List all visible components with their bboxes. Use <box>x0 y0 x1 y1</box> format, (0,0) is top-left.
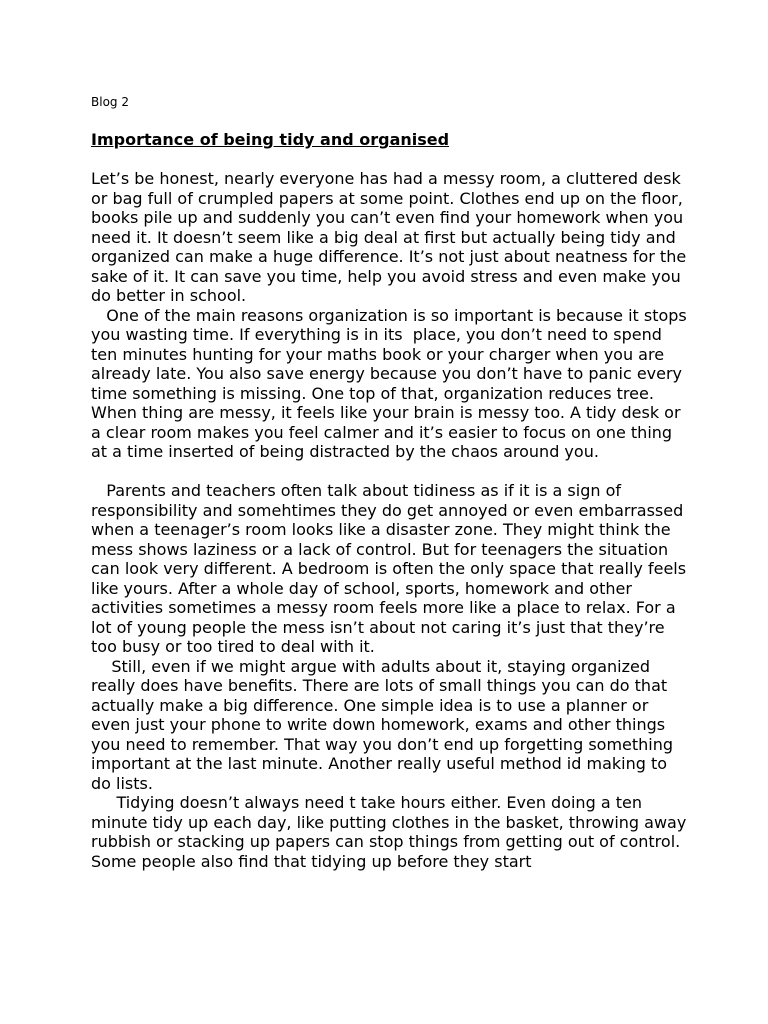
paragraph-parents-teachers: Parents and teachers often talk about tidiness as if it is a sign of responsibility and somehtimes they do get annoyed or even embarrassed when a teenager’s room looks like a disaster zone. They might think the mess shows laziness or a lack of control. But for teenagers the situation can look very different. A bedroom is often the only space that really feels like yours. After a whole day of school, sports, homework and other activities sometimes a messy room feels more like a place to relax. For a lot of young people the mess isn’t about not caring it’s just that they’re too busy or too tired to deal with it. <box>91 481 692 656</box>
paragraph-intro: Let’s be honest, nearly everyone has had a messy room, a cluttered desk or bag full of crumpled papers at some point. Clothes end up on the floor, books pile up and suddenly you can’t even find your homework when you need it. It doesn’t seem like a big deal at first but actually being tidy and organized can make a huge difference. It’s not just about neatness for the sake of it. It can save you time, help you avoid stress and even make you do better in school. <box>91 169 692 305</box>
paragraph-tidying-time: Tidying doesn’t always need t take hours either. Even doing a ten minute tidy up each day, like putting clothes in the basket, throwing away rubbish or stacking up papers can stop things from getting out of control. Some people also find that tidying up before they start <box>91 793 692 871</box>
document-body <box>91 169 691 871</box>
paragraph-organization-reasons: One of the main reasons organization is so important is because it stops you wasting time. If everything is in its place, you don’t need to spend ten minutes hunting for your maths book or your charger when you are already late. You also save energy because you don’t have to panic every time something is missing. One top of that, organization reduces tree. When thing are messy, it feels like your brain is messy too. A tidy desk or a clear room makes you feel calmer and it’s easier to focus on one thing at a time inserted of being distracted by the chaos around you. <box>91 305 692 461</box>
document-label: Blog 2 <box>91 95 129 109</box>
document-title: Importance of being tidy and organised <box>91 130 450 149</box>
paragraph-benefits: Still, even if we might argue with adults about it, staying organized really does have benefits. There are lots of small things you can do that actually make a big difference. One simple idea is to use a planner or even just your phone to write down homework, exams and other things you need to remember. That way you don’t end up forgetting something important at the last minute. Another really useful method id making to do lists. <box>91 656 679 793</box>
paragraph-spacer <box>91 462 691 482</box>
